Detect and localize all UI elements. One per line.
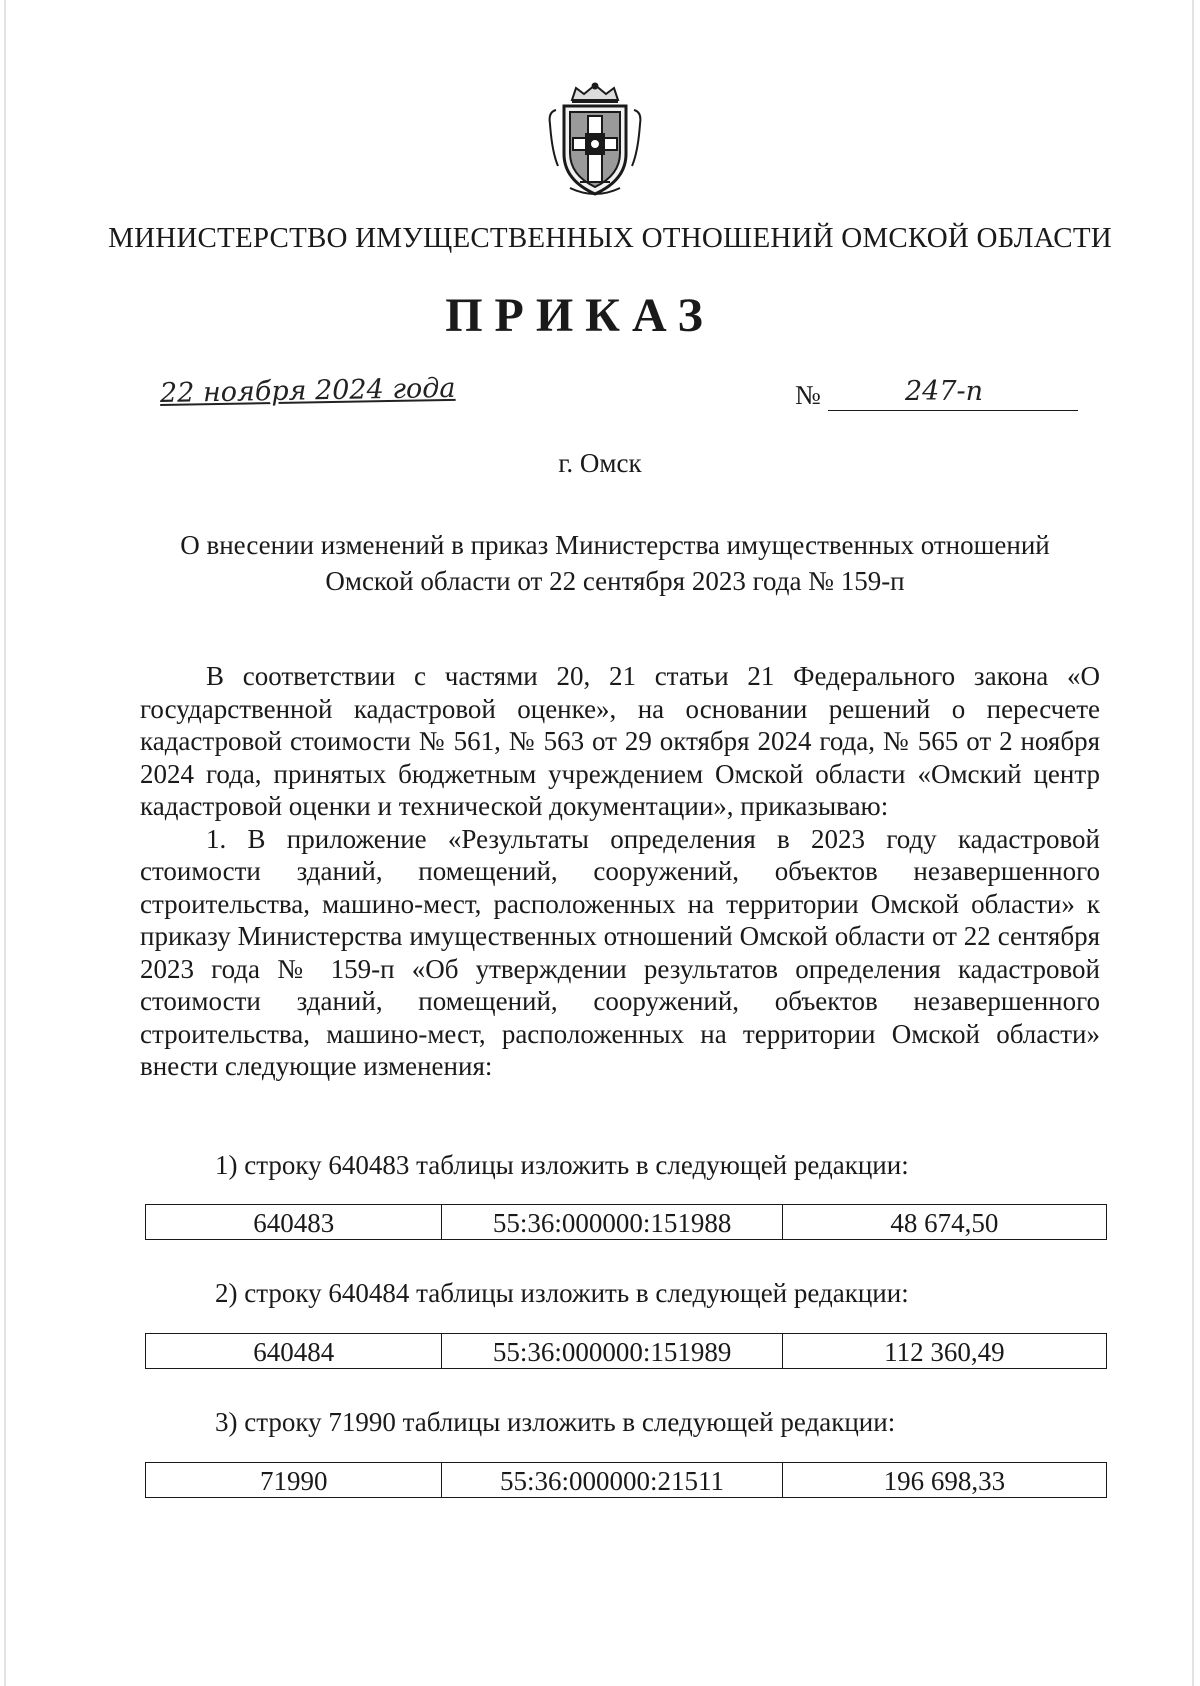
ministry-name: МИНИСТЕРСТВО ИМУЩЕСТВЕННЫХ ОТНОШЕНИЙ ОМСКОЙ ОБЛАСТИ [108,222,1112,254]
scan-edge-left [4,0,6,1686]
row-number-cell: 640484 [146,1334,442,1369]
row-number-cell: 71990 [146,1463,442,1498]
item-3-table [145,1462,1107,1498]
table-row [146,1463,1107,1498]
cadastral-number-cell: 55:36:000000:151989 [442,1334,782,1369]
cadastral-value-cell: 48 674,50 [782,1205,1106,1240]
row-number-cell: 640483 [146,1205,442,1240]
body-paragraph-1: В соответствии с частями 20, 21 статьи 21 Федерального закона «О государственной кадастровой оценке», на основании решений о пересчете кадастровой стоимости № 561, № 563 от 29 октября 2024 года, № 565 от 2 ноября 2024 года, принятых бюджетным учреждением Омской области «Омский центр кадастровой оценки и технической документации», приказываю: [140,661,1100,821]
cadastral-number-cell: 55:36:000000:21511 [442,1463,782,1498]
document-subject [150,527,1080,599]
cadastral-value-cell: 112 360,49 [782,1334,1106,1369]
subject-line-1: О внесении изменений в приказ Министерства имущественных отношений [180,530,1050,560]
document-body [140,660,1100,1083]
item-2-table [145,1333,1107,1369]
handwritten-date: 22 ноября 2024 года [159,372,456,409]
table-row [146,1334,1107,1369]
cadastral-value-cell: 196 698,33 [782,1463,1106,1498]
item-3-text: 3) строку 71990 таблицы изложить в следующей редакции: [215,1407,896,1437]
coat-of-arms-icon [540,82,650,200]
cadastral-number-cell: 55:36:000000:151988 [442,1205,782,1240]
table-row [146,1205,1107,1240]
subject-line-2: Омской области от 22 сентября 2023 года № 159-п [325,566,905,596]
body-paragraph-2: 1. В приложение «Результаты определения в 2023 году кадастровой стоимости зданий, помещений, сооружений, объектов незавершенного строительства, машино-мест, расположенных на территории Омской области» к приказу Министерства имущественных отношений Омской области от 22 сентября 2023 года № 159-п «Об утверждении результатов определения кадастровой стоимости зданий, помещений, сооружений, объектов незавершенного строительства, машино-мест, расположенных на территории Омской области» внести следующие изменения: [140,823,1100,1081]
number-label: № [795,380,821,410]
handwritten-number: 247-п [905,376,984,407]
scan-edge-right [1192,0,1194,1686]
number-underline [828,410,1078,411]
item-1-table [145,1204,1107,1240]
city-name: г. Омск [558,448,642,478]
item-2-text: 2) строку 640484 таблицы изложить в следующей редакции: [215,1278,909,1308]
document-type-title: ПРИКАЗ [445,289,715,342]
item-1-text: 1) строку 640483 таблицы изложить в следующей редакции: [215,1150,909,1180]
